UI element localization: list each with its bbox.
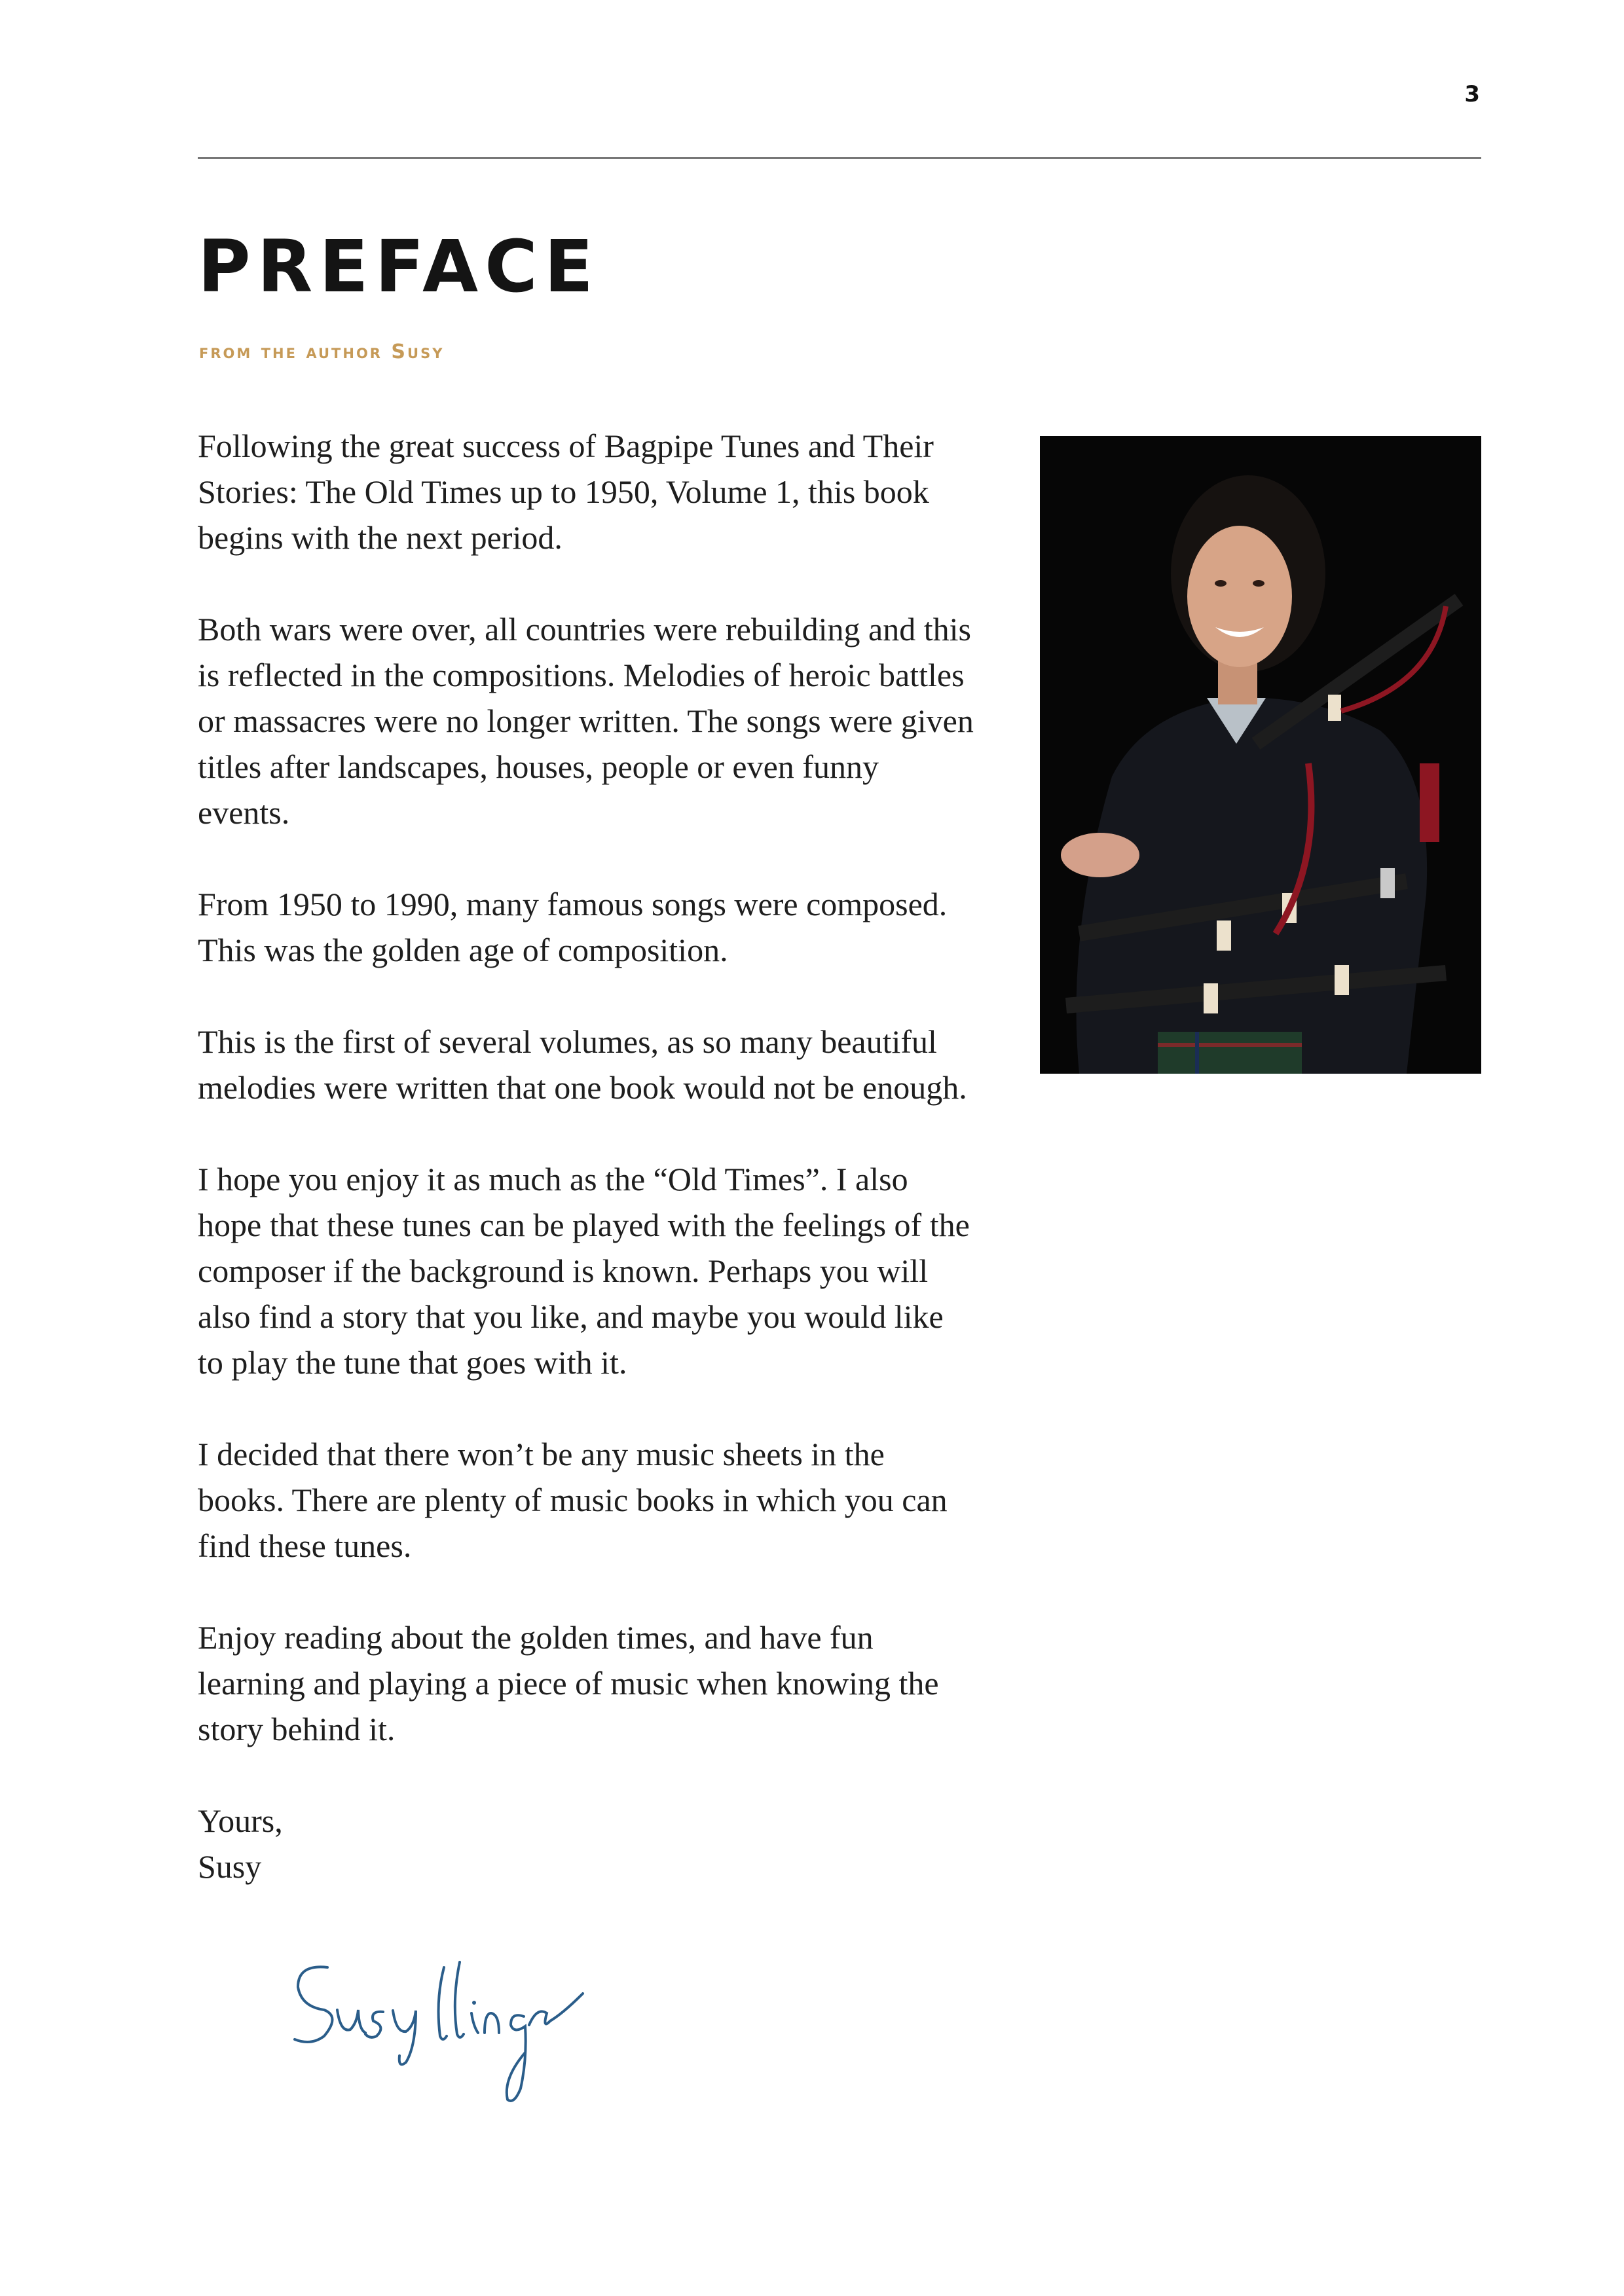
closing-salutation: Yours, <box>198 1802 283 1839</box>
page-subtitle: from the author Susy <box>199 340 445 363</box>
paragraph-6: I decided that there won’t be any music sheets in the books. There are plenty of music books in which you can find these tunes. <box>198 1436 948 1564</box>
author-photo-illustration <box>1040 436 1481 1074</box>
author-photo <box>1040 436 1481 1074</box>
page-number: 3 <box>1464 81 1480 107</box>
signature-drawing <box>288 1948 596 2118</box>
paragraph-3: From 1950 to 1990, many famous songs were composed. This was the golden age of composition. <box>198 886 948 968</box>
header-rule <box>198 157 1481 159</box>
paragraph-4: This is the first of several volumes, as so many beautiful melodies were written that one book would not be enough. <box>198 1023 967 1106</box>
paragraph-2: Both wars were over, all countries were rebuilding and this is reflected in the compositions. Melodies of heroic battles or massacres were no longer written. The songs were given titles after landscapes, houses, people or even funny events. <box>198 611 974 831</box>
paragraph-1: Following the great success of Bagpipe Tunes and Their Stories: The Old Times up to 1950, Volume 1, this book begins with the next period. <box>198 428 934 556</box>
preface-body <box>198 423 977 1889</box>
page-title: PREFACE <box>198 225 600 308</box>
paragraph-5: I hope you enjoy it as much as the “Old Times”. I also hope that these tunes can be played with the feelings of the composer if the background is known. Perhaps you will also find a story that you like, and maybe you would like to play the tune that goes with it. <box>198 1161 970 1381</box>
paragraph-7: Enjoy reading about the golden times, and have fun learning and playing a piece of music when knowing the story behind it. <box>198 1619 939 1747</box>
author-signature <box>288 1948 596 2118</box>
closing-name: Susy <box>198 1848 262 1885</box>
